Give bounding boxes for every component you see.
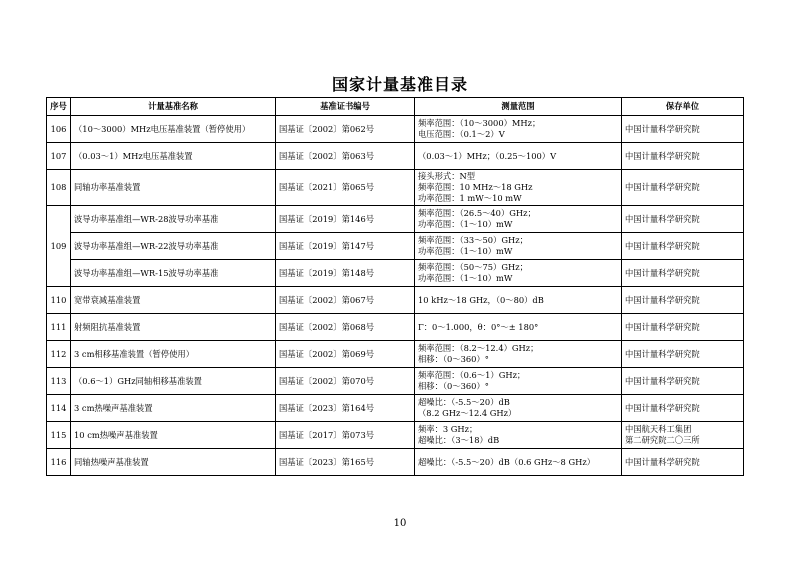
row-serial-no: 114 [47,395,71,422]
row-standard-name: 3 cm相移基准装置（暂停使用） [71,341,276,368]
custodian-line: 第二研究院二〇三所 [625,435,700,445]
row-serial-no: 109 [47,206,71,287]
row-measurement-range [415,341,622,368]
range-line: 超噪比：（3～18）dB [418,435,500,445]
row-serial-no: 106 [47,116,71,143]
range-line: 频率范围：10 MHz～18 GHz [418,182,533,192]
header-measurement-range: 测量范围 [415,98,622,116]
row-certificate-no: 国基证〔2019〕第147号 [276,233,415,260]
table-row [47,287,744,314]
row-certificate-no: 国基证〔2017〕第073号 [276,422,415,449]
range-line: 频率范围：（8.2～12.4）GHz； [418,343,539,353]
row-measurement-range [415,206,622,233]
row-custodian: 中国计量科学研究院 [622,170,744,206]
range-line: 频率范围：（50～75）GHz； [418,262,528,272]
row-standard-name: 波导功率基准组—WR-28波导功率基准 [71,206,276,233]
table-row [47,143,744,170]
range-line: 超噪比：（-5.5～20）dB（0.6 GHz～8 GHz） [418,456,596,467]
row-custodian: 中国计量科学研究院 [622,368,744,395]
row-standard-name: 波导功率基准组—WR-15波导功率基准 [71,260,276,287]
table-row [47,341,744,368]
row-custodian: 中国计量科学研究院 [622,449,744,476]
range-line: 功率范围：（1～10）mW [418,273,513,283]
row-serial-no: 107 [47,143,71,170]
row-custodian: 中国计量科学研究院 [622,206,744,233]
row-serial-no: 115 [47,422,71,449]
row-custodian: 中国计量科学研究院 [622,116,744,143]
row-standard-name: 射频阻抗基准装置 [71,314,276,341]
row-certificate-no: 国基证〔2019〕第148号 [276,260,415,287]
header-serial-no: 序号 [47,98,71,116]
range-line: （8.2 GHz～12.4 GHz） [418,408,517,418]
row-certificate-no: 国基证〔2002〕第067号 [276,287,415,314]
row-measurement-range [415,314,622,341]
range-line: 接头形式：N型 [418,171,476,181]
table-row [47,422,744,449]
row-certificate-no: 国基证〔2023〕第164号 [276,395,415,422]
row-measurement-range [415,422,622,449]
row-standard-name: 3 cm热噪声基准装置 [71,395,276,422]
range-line: 相移：（0～360）° [418,381,489,391]
table-row [47,116,744,143]
row-standard-name: 波导功率基准组—WR-22波导功率基准 [71,233,276,260]
table-row [47,449,744,476]
row-custodian: 中国计量科学研究院 [622,143,744,170]
row-certificate-no: 国基证〔2019〕第146号 [276,206,415,233]
row-measurement-range [415,233,622,260]
range-line: 电压范围：（0.1～2）V [418,129,505,139]
row-custodian: 中国计量科学研究院 [622,233,744,260]
table-row [47,395,744,422]
range-line: 频率范围：（33～50）GHz； [418,235,528,245]
row-certificate-no: 国基证〔2002〕第069号 [276,341,415,368]
table-row [47,233,744,260]
page-title: 国家计量基准目录 [331,75,468,94]
row-certificate-no: 国基证〔2002〕第063号 [276,143,415,170]
range-line: 功率范围：（1～10）mW [418,219,513,229]
table-row [47,314,744,341]
row-standard-name: （10～3000）MHz电压基准装置（暂停使用） [71,116,276,143]
row-serial-no: 108 [47,170,71,206]
row-serial-no: 111 [47,314,71,341]
row-custodian: 中国计量科学研究院 [622,260,744,287]
row-standard-name: （0.6～1）GHz同轴相移基准装置 [71,368,276,395]
range-line: 超噪比：（-5.5～20）dB [418,397,510,407]
range-line: 功率范围：（1～10）mW [418,246,513,256]
row-standard-name: 同轴热噪声基准装置 [71,449,276,476]
row-standard-name: 宽带衰减基准装置 [71,287,276,314]
range-line: Γ：0～1.000，θ：0°～± 180° [418,321,539,332]
table-row [47,260,744,287]
range-line: 功率范围：1 mW～10 mW [418,193,522,203]
row-standard-name: 同轴功率基准装置 [71,170,276,206]
page-number: 10 [393,518,407,529]
row-certificate-no: 国基证〔2002〕第068号 [276,314,415,341]
row-measurement-range [415,449,622,476]
range-line: 相移：（0～360）° [418,354,489,364]
row-measurement-range [415,395,622,422]
header-certificate-no: 基准证书编号 [276,98,415,116]
range-line: 频率范围：（10～3000）MHz； [418,118,541,128]
table-row [47,170,744,206]
row-custodian: 中国计量科学研究院 [622,341,744,368]
table-row [47,368,744,395]
row-standard-name: （0.03～1）MHz电压基准装置 [71,143,276,170]
row-measurement-range [415,143,622,170]
table-header-row [47,98,744,116]
standards-catalog-table [46,97,744,476]
row-measurement-range [415,170,622,206]
row-certificate-no: 国基证〔2002〕第070号 [276,368,415,395]
row-custodian [622,422,744,449]
range-line: 频率：3 GHz； [418,424,478,434]
row-certificate-no: 国基证〔2023〕第165号 [276,449,415,476]
range-line: 频率范围：（26.5～40）GHz； [418,208,536,218]
row-measurement-range [415,260,622,287]
row-custodian: 中国计量科学研究院 [622,314,744,341]
row-measurement-range [415,368,622,395]
header-custodian: 保存单位 [622,98,744,116]
row-serial-no: 116 [47,449,71,476]
row-serial-no: 112 [47,341,71,368]
custodian-line: 中国航天科工集团 [625,424,692,434]
row-standard-name: 10 cm热噪声基准装置 [71,422,276,449]
range-line: 10 kHz～18 GHz，（0～80）dB [418,294,544,305]
range-line: 频率范围：（0.6～1）GHz； [418,370,526,380]
row-custodian: 中国计量科学研究院 [622,287,744,314]
row-measurement-range [415,287,622,314]
range-line: （0.03～1）MHz；（0.25～100）V [418,150,557,161]
header-standard-name: 计量基准名称 [71,98,276,116]
table-row [47,206,744,233]
row-serial-no: 110 [47,287,71,314]
row-certificate-no: 国基证〔2021〕第065号 [276,170,415,206]
row-custodian: 中国计量科学研究院 [622,395,744,422]
row-certificate-no: 国基证〔2002〕第062号 [276,116,415,143]
row-serial-no: 113 [47,368,71,395]
row-measurement-range [415,116,622,143]
